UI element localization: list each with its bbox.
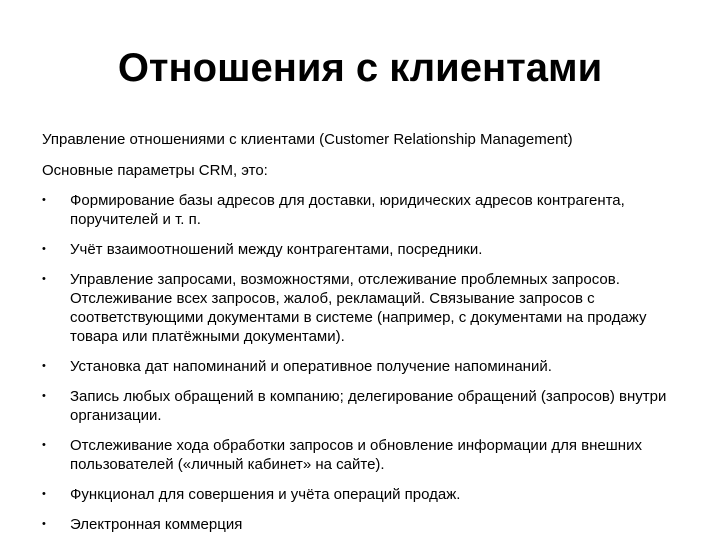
list-item-text: Запись любых обращений в компанию; делегирование обращений (запросов) внутри организации. [70, 388, 667, 424]
bullet-icon: • [42, 488, 46, 500]
bullet-icon: • [42, 518, 46, 530]
list-item-text: Учёт взаимоотношений между контрагентами, посредники. [70, 241, 483, 258]
bullet-icon: • [42, 194, 46, 206]
list-item-text: Функционал для совершения и учёта операций продаж. [70, 486, 461, 503]
bullet-list [42, 191, 682, 545]
list-item [42, 270, 682, 346]
list-item [42, 240, 682, 259]
list-item [42, 485, 682, 504]
slide-title: Отношения с клиентами [117, 46, 603, 90]
list-item [42, 436, 682, 474]
list-item-text: Электронная коммерция [70, 516, 243, 533]
list-item-text: Отслеживание хода обработки запросов и обновление информации для внешних пользователей («личный кабинет» на сайте). [70, 437, 642, 473]
bullet-icon: • [42, 273, 46, 285]
list-item-text: Формирование базы адресов для доставки, юридических адресов контрагента, поручителей и т. п. [70, 192, 625, 228]
intro-text: Управление отношениями с клиентами (Customer Relationship Management) [42, 131, 573, 148]
list-item [42, 515, 682, 534]
list-item-text: Установка дат напоминаний и оперативное получение напоминаний. [70, 358, 552, 375]
list-item-text: Управление запросами, возможностями, отслеживание проблемных запросов. Отслеживание всех запросов, жалоб, рекламаций. Связывание запросов с соответствующими документами в системе (например, с документами на продажу товара или платёжными документами). [70, 271, 647, 345]
bullet-icon: • [42, 360, 46, 372]
lead-text: Основные параметры CRM, это: [42, 162, 268, 179]
list-item [42, 191, 682, 229]
bullet-icon: • [42, 390, 46, 402]
list-item [42, 357, 682, 376]
list-item [42, 387, 682, 425]
bullet-icon: • [42, 439, 46, 451]
bullet-icon: • [42, 243, 46, 255]
